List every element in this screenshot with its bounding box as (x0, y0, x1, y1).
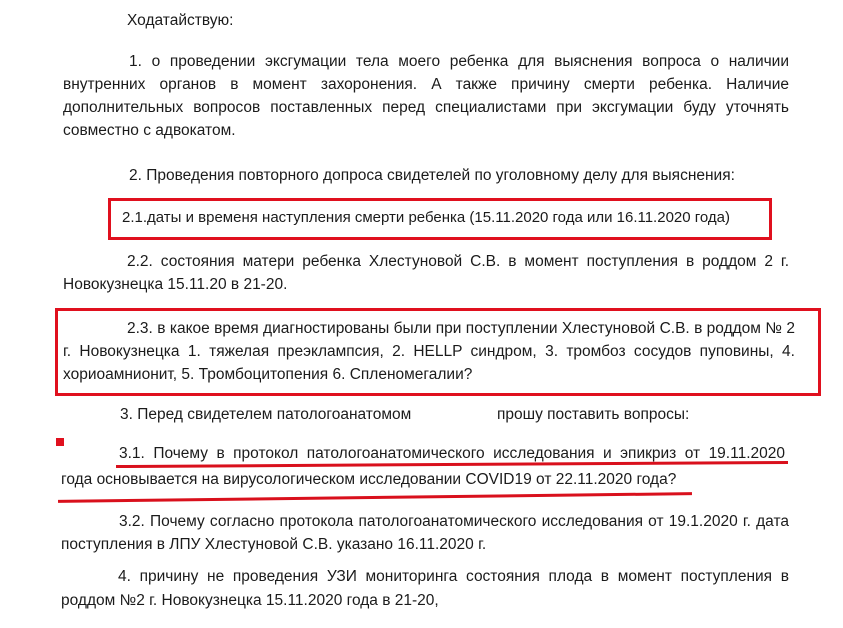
paragraph-3-2-line-1: 3.2. Почему согласно протокола патологоанатомического исследования от 19.1.2020 г. дата (119, 513, 789, 530)
paragraph-2-1: 2.1.даты и временя наступления смерти ребенка (15.11.2020 года или 16.11.2020 года) (122, 209, 731, 226)
paragraph-3-1-line-1: 3.1. Почему в протокол патологоанатомического исследования и эпикриз от 19.11.2020 (119, 445, 785, 462)
paragraph-1-line-4: совместно с адвокатом. (63, 122, 236, 139)
paragraph-1-line-1: 1. о проведении эксгумации тела моего ребенка для выяснения вопроса о наличии (129, 53, 789, 70)
paragraph-4-line-2: роддом №2 г. Новокузнецка 15.11.2020 года в 21-20, (61, 592, 439, 609)
paragraph-3-1-line-2: года основывается на вирусологическом исследовании COVID19 от 22.11.2020 года? (61, 471, 677, 488)
heading: Ходатайствую: (127, 12, 234, 29)
paragraph-3-right: прошу поставить вопросы: (497, 406, 690, 423)
paragraph-1-line-2: внутренних органов в момент захоронения. А также причину смерти ребенка. Наличие (63, 76, 789, 93)
paragraph-1-line-3: дополнительных вопросов поставленных перед специалистами при эксгумации буду уточнять (63, 99, 789, 116)
paragraph-3-left: 3. Перед свидетелем патологоанатомом (120, 406, 412, 423)
paragraph-2-3-line-1: 2.3. в какое время диагностированы были при поступлении Хлестуновой С.В. в роддом № 2 (127, 320, 795, 337)
red-marker (56, 438, 64, 446)
paragraph-4-line-1: 4. причину не проведения УЗИ мониторинга состояния плода в момент поступления в (118, 568, 789, 585)
paragraph-2-2-line-1: 2.2. состояния матери ребенка Хлестуновой С.В. в момент поступления в роддом 2 г. (127, 253, 789, 270)
paragraph-2: 2. Проведения повторного допроса свидетелей по уголовному делу для выяснения: (129, 167, 735, 184)
paragraph-2-2-line-2: Новокузнецка 15.11.20 в 21-20. (63, 276, 288, 293)
paragraph-2-3-line-2: г. Новокузнецка 1. тяжелая преэклампсия, 2. HELLP синдром, 3. тромбоз сосудов пуповины, 4. (63, 343, 795, 360)
paragraph-2-3-line-3: хориоамнионит, 5. Тромбоцитопения 6. Спленомегалии? (63, 366, 473, 383)
paragraph-3-2-line-2: поступления в ЛПУ Хлестуновой С.В. указано 16.11.2020 г. (61, 536, 487, 553)
underline-3-1-line-2 (58, 492, 692, 503)
